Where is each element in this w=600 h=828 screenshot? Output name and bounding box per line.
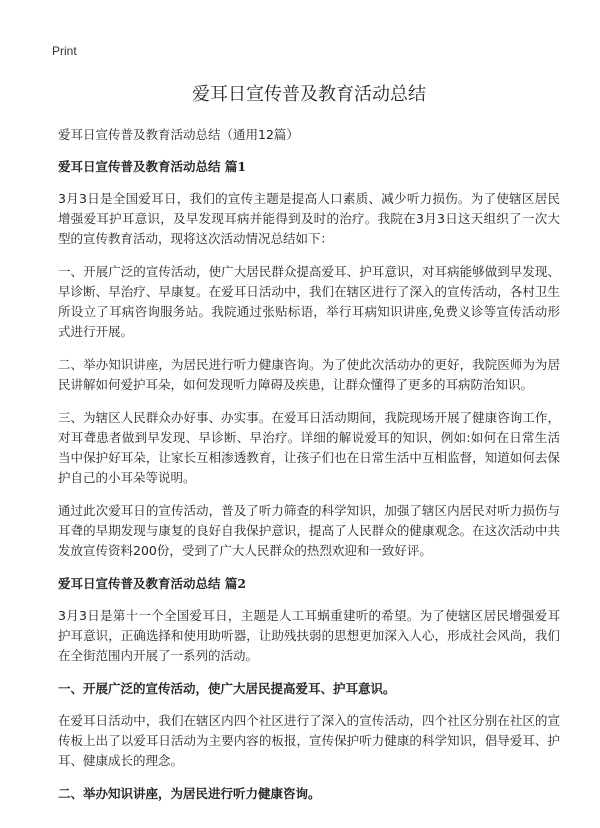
- paragraph: 3月3日是第十一个全国爱耳日，主题是人工耳蜗重建听的希望。为了使辖区居民增强爱耳护耳意识，正确选择和使用助听器，让助残扶弱的思想更加深入人心，形成社会风尚，我们在全街范围内开展了一系列的活动。: [58, 608, 560, 663]
- section-heading-2: 爱耳日宣传普及教育活动总结 篇2: [58, 576, 247, 591]
- paragraph: 二、举办知识讲座，为居民进行听力健康咨询。为了使此次活动办的更好，我院医师为为居民讲解如何爱护耳朵，如何发现听力障碍及疾患，让群众懂得了更多的耳病防治知识。: [58, 357, 560, 392]
- document-subtitle: 爱耳日宣传普及教育活动总结（通用12篇）: [58, 127, 299, 142]
- paragraph: 三、为辖区人民群众办好事、办实事。在爱耳日活动期间，我院现场开展了健康咨询工作，对耳聋患者做到早发现、早诊断、早治疗。详细的解说爱耳的知识，例如:如何在日常生活当中保护好耳朵，让家长互相渗透教育，让孩子们也在日常生活中互相监督，知道如何去保护自己的小耳朵等说明。: [58, 410, 560, 485]
- section-heading-1: 爱耳日宣传普及教育活动总结 篇1: [58, 159, 247, 174]
- paragraph: 在爱耳日活动中，我们在辖区内四个社区进行了深入的宣传活动，四个社区分别在社区的宣传板上出了以爱耳日活动为主要内容的板报，宣传保护听力健康的科学知识，倡导爱耳、护耳、健康成长的理念。: [58, 713, 560, 768]
- document-title: 爱耳日宣传普及教育活动总结: [192, 84, 426, 105]
- subheading: 一、开展广泛的宣传活动，使广大居民提高爱耳、护耳意识。: [58, 681, 396, 696]
- paragraph: 3月3日是全国爱耳日，我们的宣传主题是提高人口素质、减少听力损伤。为了使辖区居民增强爱耳护耳意识，及早发现耳病并能得到及时的治疗。我院在3月3日这天组织了一次大型的宣传教育活动，现将这次活动情况总结如下：: [58, 191, 560, 246]
- paragraph: 通过此次爱耳日的宣传活动，普及了听力筛查的科学知识，加强了辖区内居民对听力损伤与耳聋的早期发现与康复的良好自我保护意识，提高了人民群众的健康观念。在这次活动中共发放宣传资料200份，受到了广大人民群众的热烈欢迎和一致好评。: [58, 503, 560, 558]
- print-label[interactable]: Print: [52, 44, 77, 58]
- paragraph: 一、开展广泛的宣传活动，使广大居民群众提高爱耳、护耳意识，对耳病能够做到早发现、早诊断、早治疗、早康复。在爱耳日活动中，我们在辖区进行了深入的宣传活动，各村卫生所设立了耳病咨询服务站。我院通过张贴标语，举行耳病知识讲座,免费义诊等宣传活动形式进行开展。: [58, 264, 560, 339]
- subheading: 二、举办知识讲座，为居民进行听力健康咨询。: [58, 786, 321, 801]
